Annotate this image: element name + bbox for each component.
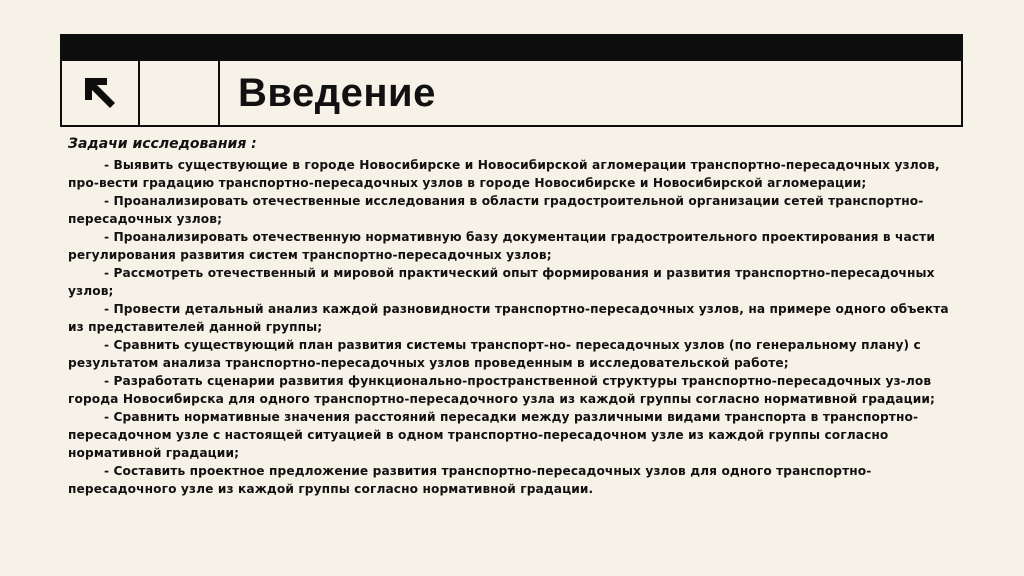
header-row	[60, 61, 963, 127]
section-heading: Задачи исследования :	[68, 136, 257, 152]
back-cell[interactable]	[62, 61, 140, 125]
title-cell	[220, 61, 961, 125]
task-item: - Проанализировать отечественную нормативную базу документации градостроительного проектирования в части регулирования развития систем транспортно-пересадочных узлов;	[68, 230, 935, 262]
task-item: - Рассмотреть отечественный и мировой практический опыт формирования и развития транспортно-пересадочных узлов;	[68, 266, 935, 298]
arrow-up-left-icon[interactable]	[82, 75, 118, 111]
content-body	[68, 134, 958, 498]
task-item: - Провести детальный анализ каждой разновидности транспортно-пересадочных узлов, на примере одного объекта из представителей данной группы;	[68, 302, 949, 334]
task-item: - Сравнить нормативные значения расстояний пересадки между различными видами транспорта в транспортно-пересадочном узле с настоящей ситуацией в одном транспортно-пересадочном узле из каждой группы согласно нормативной градации;	[68, 410, 919, 460]
header-top-bar	[60, 34, 963, 61]
header-spacer-cell	[140, 61, 220, 125]
task-item: - Выявить существующие в городе Новосибирске и Новосибирской агломерации транспортно-пересадочных узлов, про-вести градацию транспортно-пересадочных узлов в городе Новосибирске и Новосибирской агломерации;	[68, 158, 940, 190]
task-item: - Проанализировать отечественные исследования в области градостроительной организации сетей транспортно-пересадочных узлов;	[68, 194, 924, 226]
task-item: - Составить проектное предложение развития транспортно-пересадочных узлов для одного транспортно-пересадочного узле из каждой группы согласно нормативной градации.	[68, 464, 872, 496]
task-item: - Сравнить существующий план развития системы транспорт-но- пересадочных узлов (по генеральному плану) с результатом анализа транспортно-пересадочных узлов проведенным в исследовательской работе;	[68, 338, 921, 370]
page-title: Введение	[238, 70, 436, 115]
task-item: - Разработать сценарии развития функционально-пространственной структуры транспортно-пересадочных уз-лов города Новосибирска для одного транспортно-пересадочного узла из каждой группы согласно нормативной градации;	[68, 374, 935, 406]
